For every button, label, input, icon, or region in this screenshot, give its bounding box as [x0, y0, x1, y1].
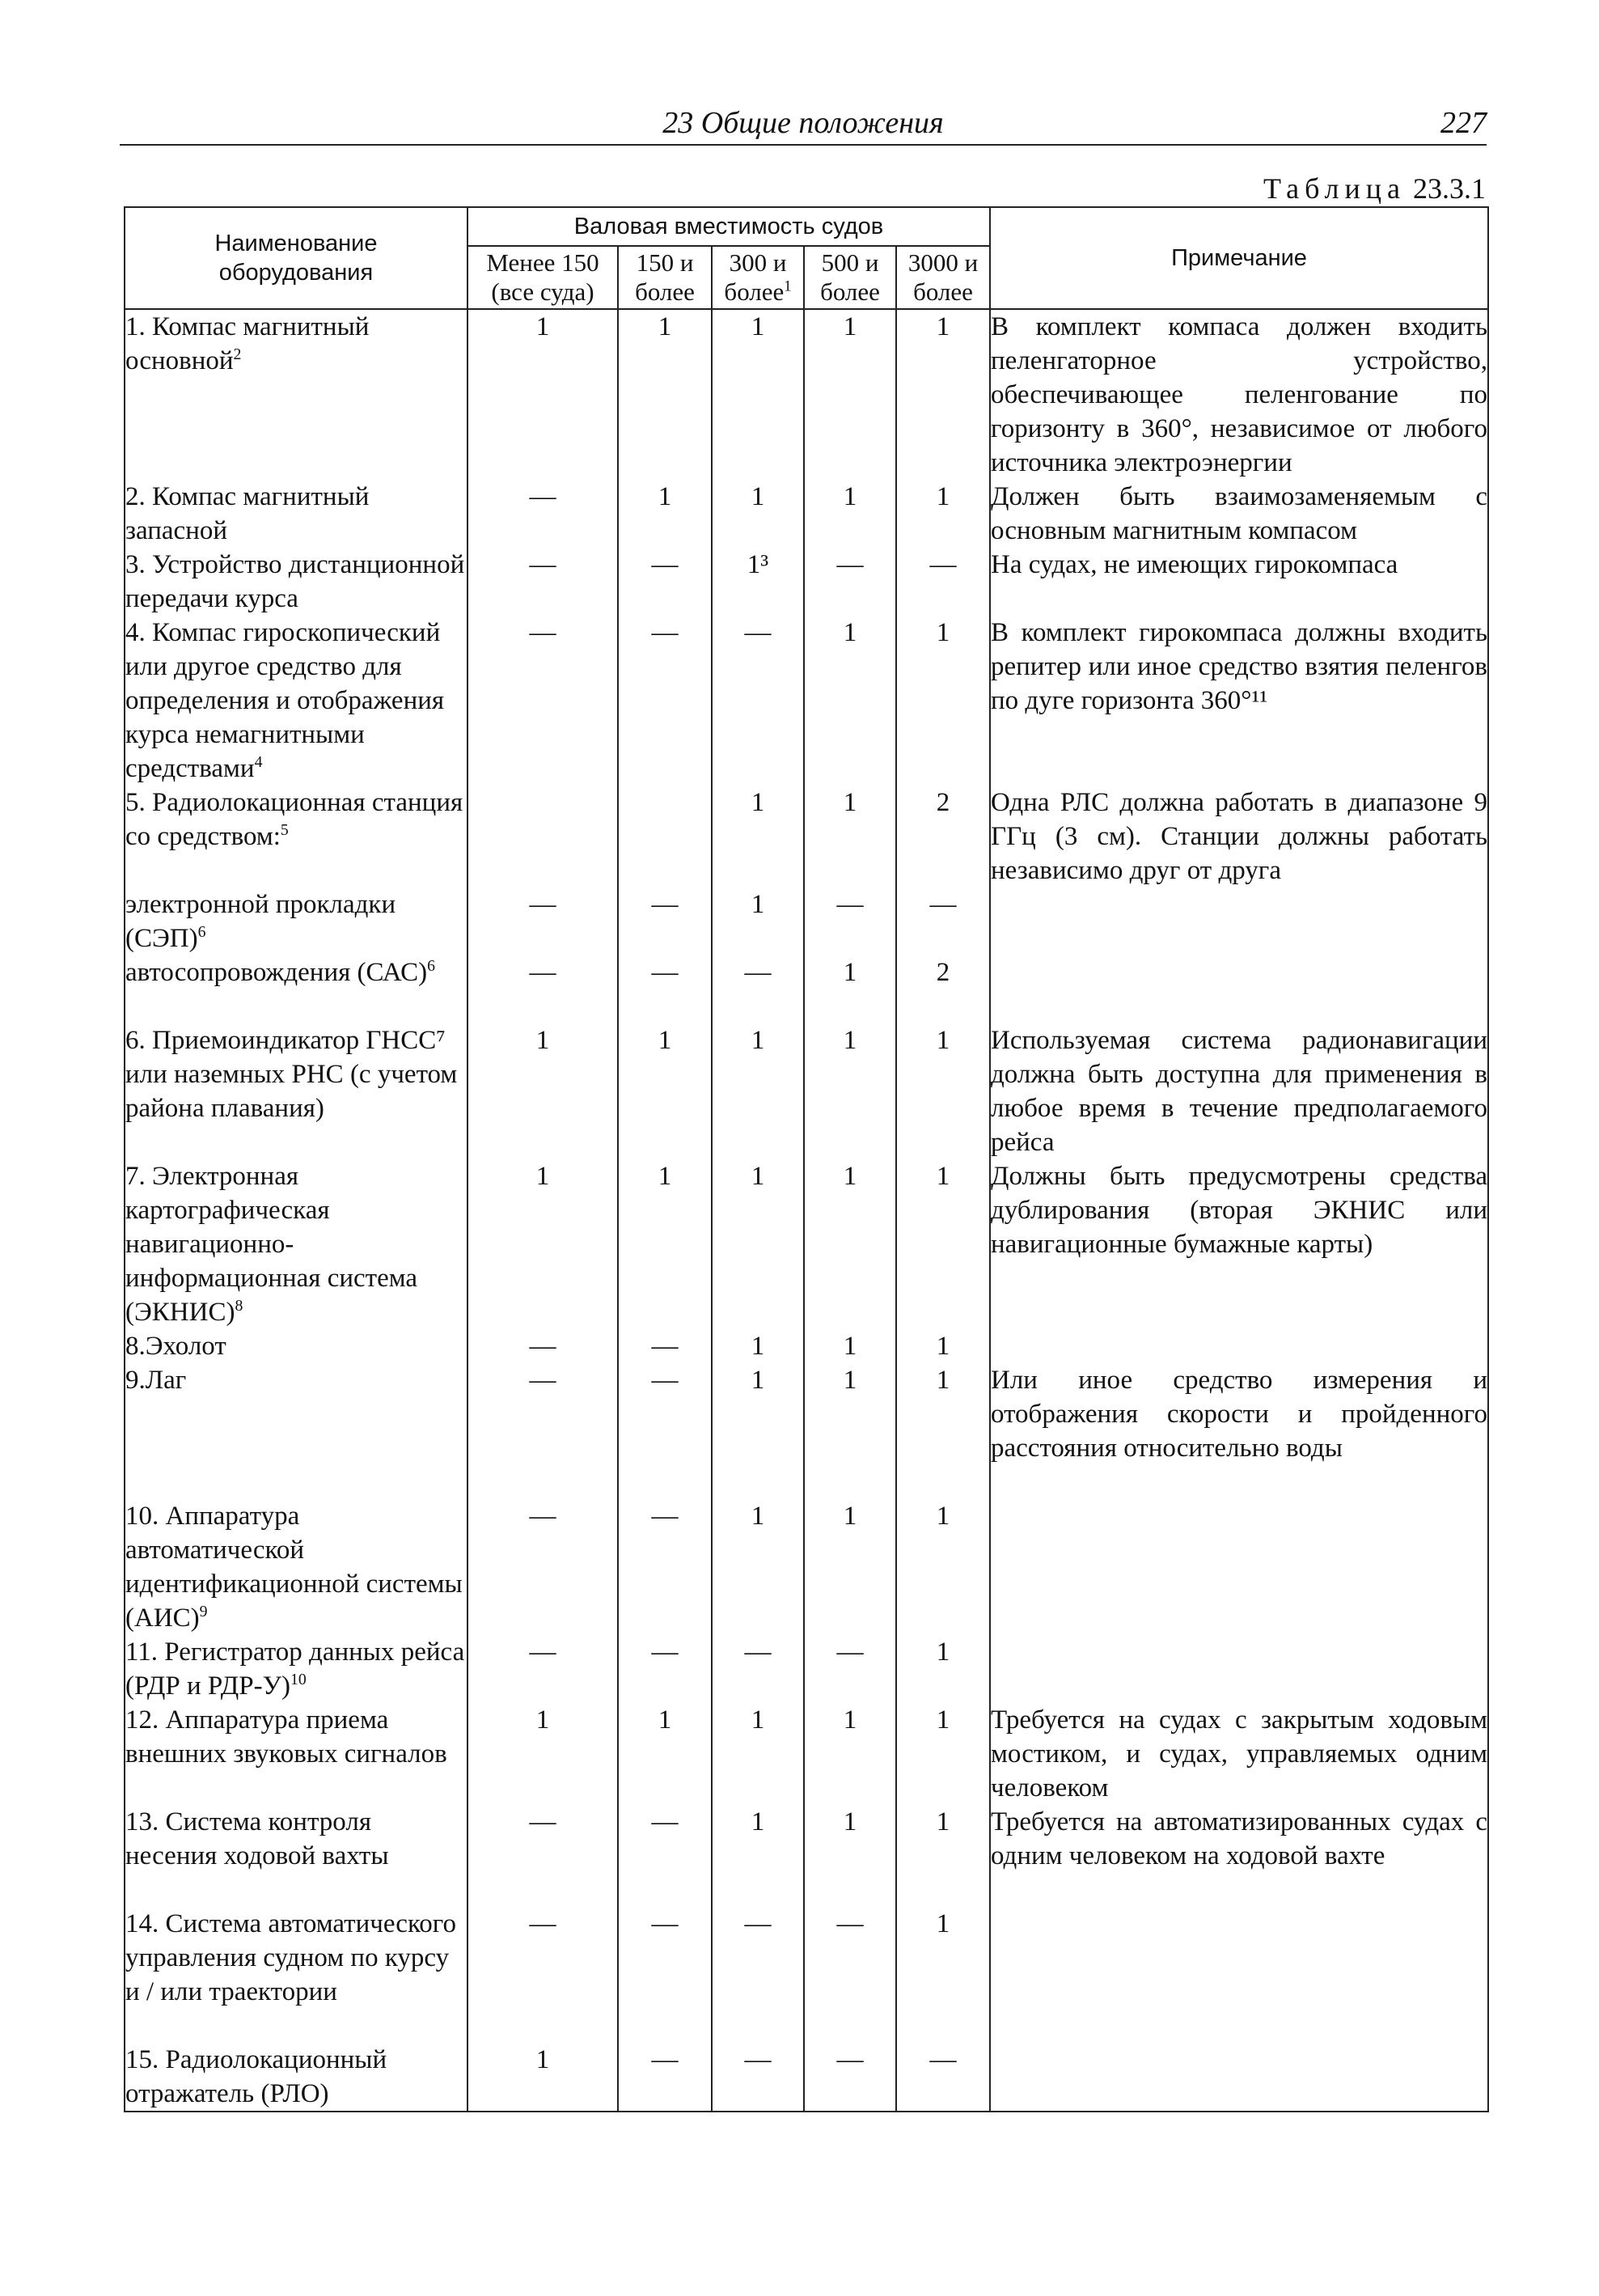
tonnage-value-2: — — [618, 1329, 712, 1363]
tonnage-value-3: 1 — [712, 1023, 804, 1159]
tonnage-value-2: 1 — [618, 1159, 712, 1329]
tonnage-value-1: — — [467, 480, 618, 548]
note-cell: В комплект компаса должен входить пеленгаторное устройство, обеспечивающее пеленгование по горизонту в 360°, независимое от любого источника электроэнергии — [990, 309, 1488, 480]
equipment-table — [124, 206, 1489, 2112]
tonnage-value-4: 1 — [804, 1703, 896, 1805]
tonnage-value-5: — — [896, 548, 990, 616]
tonnage-value-2: — — [618, 1363, 712, 1499]
equipment-name: 13. Система контроля несения ходовой вахты — [125, 1807, 389, 1870]
equipment-name-cell — [125, 1907, 467, 2043]
tonnage-value-1: 1 — [467, 309, 618, 480]
table-row — [125, 1703, 1488, 1805]
table-row — [125, 309, 1488, 480]
header-rule — [120, 144, 1487, 146]
table-row — [125, 480, 1488, 548]
header-note: Примечание — [990, 207, 1488, 309]
tonnage-value-1: — — [467, 1907, 618, 2043]
equipment-name: 6. Приемоиндикатор ГНСС⁷ или наземных РНС (с учетом района плавания) — [125, 1026, 458, 1123]
header-tonnage-300-label: 300 и более — [724, 248, 787, 306]
note-cell: Одна РЛС должна работать в диапазоне 9 ГГц (3 см). Станции должны работать независимо друг от друга — [990, 786, 1488, 887]
tonnage-value-2: 1 — [618, 480, 712, 548]
tonnage-value-3: — — [712, 955, 804, 1023]
tonnage-value-1: — — [467, 548, 618, 616]
table-label-number: 23.3.1 — [1413, 172, 1486, 205]
equipment-name-cell — [125, 616, 467, 786]
tonnage-value-4: 1 — [804, 480, 896, 548]
equipment-name: 8.Эхолот — [125, 1332, 226, 1361]
tonnage-value-1: — — [467, 616, 618, 786]
tonnage-value-2: — — [618, 2043, 712, 2112]
equipment-name-cell — [125, 955, 467, 1023]
equipment-name-cell — [125, 1023, 467, 1159]
tonnage-value-1: — — [467, 1329, 618, 1363]
tonnage-value-4: — — [804, 1907, 896, 2043]
equipment-name-cell — [125, 786, 467, 887]
tonnage-value-2: 1 — [618, 1703, 712, 1805]
tonnage-value-2: — — [618, 616, 712, 786]
tonnage-value-3: 1 — [712, 1363, 804, 1499]
note-cell — [990, 1329, 1488, 1363]
tonnage-value-3: 1 — [712, 1329, 804, 1363]
equipment-name-cell — [125, 887, 467, 955]
tonnage-value-4: 1 — [804, 1805, 896, 1907]
equipment-name-cell — [125, 309, 467, 480]
footnote-ref: 6 — [197, 923, 206, 941]
equipment-name-cell — [125, 548, 467, 616]
tonnage-value-1: 1 — [467, 1023, 618, 1159]
footnote-ref: 4 — [254, 753, 263, 771]
table-label-word: Таблица — [1263, 172, 1406, 205]
tonnage-value-1: — — [467, 887, 618, 955]
tonnage-value-4: 1 — [804, 786, 896, 887]
running-title: 23 Общие положения — [662, 106, 944, 140]
table-row — [125, 786, 1488, 887]
tonnage-value-1: — — [467, 1499, 618, 1635]
tonnage-value-2: — — [618, 1907, 712, 2043]
page-number: 227 — [1440, 106, 1487, 140]
tonnage-value-3: — — [712, 2043, 804, 2112]
note-cell: Используемая система радионавигации должна быть доступна для применения в любое время в течение предполагаемого рейса — [990, 1023, 1488, 1159]
note-cell — [990, 1635, 1488, 1703]
note-cell: На судах, не имеющих гирокомпаса — [990, 548, 1488, 616]
equipment-name: автосопровождения (САС) — [125, 958, 428, 987]
tonnage-value-4: 1 — [804, 1329, 896, 1363]
tonnage-value-4: 1 — [804, 309, 896, 480]
tonnage-value-2: 1 — [618, 1023, 712, 1159]
tonnage-value-5: 1 — [896, 309, 990, 480]
equipment-name-cell — [125, 1499, 467, 1635]
equipment-name-cell — [125, 1703, 467, 1805]
table-row — [125, 1805, 1488, 1907]
tonnage-value-5: 1 — [896, 1329, 990, 1363]
note-cell: Должны быть предусмотрены средства дублирования (вторая ЭКНИС или навигационные бумажные карты) — [990, 1159, 1488, 1329]
note-cell — [990, 887, 1488, 955]
tonnage-value-3: 1 — [712, 1499, 804, 1635]
tonnage-value-3: — — [712, 616, 804, 786]
tonnage-value-3: 1 — [712, 309, 804, 480]
tonnage-value-1: 1 — [467, 1159, 618, 1329]
equipment-name: 4. Компас гироскопический или другое средство для определения и отображения курса немагнитными средствами — [125, 618, 445, 783]
tonnage-value-1: — — [467, 1805, 618, 1907]
tonnage-value-4: — — [804, 1635, 896, 1703]
tonnage-value-3: — — [712, 1907, 804, 2043]
equipment-name: 12. Аппаратура приема внешних звуковых сигналов — [125, 1705, 447, 1769]
tonnage-value-4: 1 — [804, 955, 896, 1023]
header-tonnage-150: 150 и более — [618, 246, 712, 309]
tonnage-value-1 — [467, 786, 618, 887]
tonnage-value-5: 1 — [896, 1499, 990, 1635]
tonnage-value-2: — — [618, 1805, 712, 1907]
equipment-name: 9.Лаг — [125, 1366, 187, 1395]
tonnage-value-2 — [618, 786, 712, 887]
tonnage-value-2: — — [618, 955, 712, 1023]
tonnage-value-5: — — [896, 2043, 990, 2112]
tonnage-value-3: 1 — [712, 480, 804, 548]
footnote-ref: 8 — [235, 1297, 243, 1315]
tonnage-value-5: 1 — [896, 1805, 990, 1907]
note-cell: Требуется на автоматизированных судах с одним человеком на ходовой вахте — [990, 1805, 1488, 1907]
tonnage-value-5: 2 — [896, 786, 990, 887]
table-label — [1263, 172, 1486, 205]
tonnage-value-3: 1 — [712, 1703, 804, 1805]
table-row — [125, 1363, 1488, 1499]
table-row — [125, 1329, 1488, 1363]
tonnage-value-1: 1 — [467, 1703, 618, 1805]
header-tonnage-3000: 3000 и более — [896, 246, 990, 309]
table-row — [125, 1023, 1488, 1159]
table-row — [125, 1635, 1488, 1703]
tonnage-value-4: — — [804, 887, 896, 955]
tonnage-value-4: 1 — [804, 1499, 896, 1635]
tonnage-value-2: 1 — [618, 309, 712, 480]
tonnage-value-5: 1 — [896, 1635, 990, 1703]
header-tonnage-lt150: Менее 150 (все суда) — [467, 246, 618, 309]
tonnage-value-4: 1 — [804, 616, 896, 786]
tonnage-value-4: 1 — [804, 1023, 896, 1159]
tonnage-value-3: 1 — [712, 887, 804, 955]
table-row — [125, 616, 1488, 786]
footnote-ref: 5 — [280, 821, 289, 839]
table-row — [125, 1159, 1488, 1329]
tonnage-value-5: 2 — [896, 955, 990, 1023]
equipment-name-cell — [125, 1635, 467, 1703]
table-row — [125, 955, 1488, 1023]
equipment-name: 2. Компас магнитный запасной — [125, 482, 370, 545]
tonnage-value-4: — — [804, 548, 896, 616]
tonnage-value-5: 1 — [896, 1363, 990, 1499]
tonnage-value-5: 1 — [896, 1023, 990, 1159]
tonnage-value-3: — — [712, 1635, 804, 1703]
equipment-name: 7. Электронная картографическая навигационно-информационная система (ЭКНИС) — [125, 1162, 418, 1327]
tonnage-value-2: — — [618, 1499, 712, 1635]
tonnage-value-5: 1 — [896, 480, 990, 548]
running-header — [120, 104, 1487, 146]
footnote-ref: 9 — [199, 1603, 208, 1620]
footnote-ref: 10 — [290, 1671, 307, 1688]
tonnage-value-2: — — [618, 887, 712, 955]
tonnage-value-3: 1 — [712, 1805, 804, 1907]
equipment-name: 10. Аппаратура автоматической идентификационной системы (АИС) — [125, 1502, 463, 1633]
note-cell: В комплект гирокомпаса должны входить репитер или иное средство взятия пеленгов по дуге горизонта 360°¹¹ — [990, 616, 1488, 786]
equipment-name-cell — [125, 1159, 467, 1329]
equipment-name-cell — [125, 1363, 467, 1499]
equipment-name: 14. Система автоматического управления судном по курсу и / или траектории — [125, 1909, 457, 2006]
tonnage-value-3: 1 — [712, 1159, 804, 1329]
header-equipment-name: Наименование оборудования — [125, 207, 467, 309]
tonnage-value-5: 1 — [896, 1703, 990, 1805]
tonnage-value-4: 1 — [804, 1363, 896, 1499]
equipment-name: 11. Регистратор данных рейса (РДР и РДР-У) — [125, 1637, 465, 1701]
tonnage-value-5: 1 — [896, 1159, 990, 1329]
equipment-name-cell — [125, 1329, 467, 1363]
note-cell — [990, 1499, 1488, 1635]
table-row — [125, 887, 1488, 955]
tonnage-value-2: — — [618, 548, 712, 616]
tonnage-value-4: 1 — [804, 1159, 896, 1329]
tonnage-value-1: — — [467, 955, 618, 1023]
header-tonnage-300-footnote: 1 — [784, 277, 792, 295]
tonnage-value-2: — — [618, 1635, 712, 1703]
equipment-name: 3. Устройство дистанционной передачи курса — [125, 550, 465, 613]
tonnage-value-1: — — [467, 1635, 618, 1703]
equipment-name-cell — [125, 480, 467, 548]
table-body — [125, 309, 1488, 2112]
note-cell — [990, 1907, 1488, 2043]
table-row — [125, 1907, 1488, 2043]
tonnage-value-1: 1 — [467, 2043, 618, 2112]
note-cell — [990, 955, 1488, 1023]
note-cell — [990, 2043, 1488, 2112]
footnote-ref: 2 — [233, 345, 242, 363]
equipment-name: 15. Радиолокационный отражатель (РЛО) — [125, 2045, 387, 2108]
equipment-name: 5. Радиолокационная станция со средством: — [125, 788, 463, 851]
tonnage-value-3: 1 — [712, 786, 804, 887]
header-tonnage-group: Валовая вместимость судов — [467, 207, 990, 246]
tonnage-value-3: 1³ — [712, 548, 804, 616]
note-cell: Или иное средство измерения и отображения скорости и пройденного расстояния относительно воды — [990, 1363, 1488, 1499]
tonnage-value-4: — — [804, 2043, 896, 2112]
table-row — [125, 2043, 1488, 2112]
equipment-name-cell — [125, 1805, 467, 1907]
tonnage-value-5: — — [896, 887, 990, 955]
note-cell: Должен быть взаимозаменяемым с основным магнитным компасом — [990, 480, 1488, 548]
table-row — [125, 1499, 1488, 1635]
tonnage-value-5: 1 — [896, 1907, 990, 2043]
equipment-name-cell — [125, 2043, 467, 2112]
tonnage-value-5: 1 — [896, 616, 990, 786]
tonnage-value-1: — — [467, 1363, 618, 1499]
equipment-name: 1. Компас магнитный основной — [125, 312, 370, 375]
note-cell: Требуется на судах с закрытым ходовым мостиком, и судах, управляемых одним человеком — [990, 1703, 1488, 1805]
footnote-ref: 6 — [427, 957, 435, 975]
header-tonnage-300 — [712, 246, 804, 309]
header-tonnage-500: 500 и более — [804, 246, 896, 309]
table-row — [125, 548, 1488, 616]
equipment-name: электронной прокладки (СЭП) — [125, 890, 396, 953]
